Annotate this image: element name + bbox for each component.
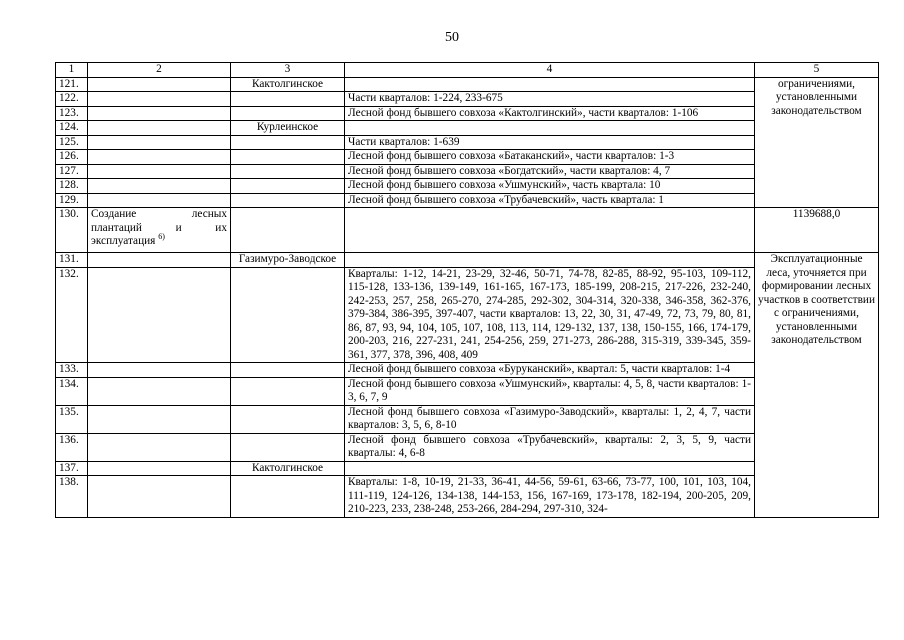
row-number: 128. xyxy=(56,179,88,194)
description-cell: Части кварталов: 1-224, 233-675 xyxy=(345,92,755,107)
description-cell xyxy=(345,461,755,476)
forestry-cell xyxy=(231,363,345,378)
description-cell: Кварталы: 1-12, 14-21, 23-29, 32-46, 50-71, 74-78, 82-85, 88-92, 95-103, 109-112, 115-128, 133-136, 139-149, 161-165, 167-173, 185-199, 208-215, 217-226, 232-240, 242-253, 257, 258, 265-270, 274-285, 292-302, 304-314, 320-338, 346-358, 362-376, 379-384, 386-395, 397-407, части кварталов: 13, 22, 30, 31, 47-49, 72, 73, 79, 80, 81, 86, 87, 93, 94, 104, 105, 107, 108, 113, 114, 129-132, 137, 138, 150-155, 166, 174-179, 200-203, 216, 227-231, 241, 254-256, 259, 271-273, 286-288, 315-319, 339-345, 359-361, 377, 378, 396, 408, 409 xyxy=(345,267,755,363)
forestry-cell: Курлеинское xyxy=(231,121,345,136)
description-cell: Лесной фонд бывшего совхоза «Трубачевский», часть квартала: 1 xyxy=(345,193,755,208)
row-number: 138. xyxy=(56,476,88,518)
activity-cell xyxy=(88,150,231,165)
description-cell: Лесной фонд бывшего совхоза «Ушмунский», часть квартала: 10 xyxy=(345,179,755,194)
activity-cell xyxy=(88,267,231,363)
description-cell: Лесной фонд бывшего совхоза «Богдатский», части кварталов: 4, 7 xyxy=(345,164,755,179)
row-number: 121. xyxy=(56,77,88,92)
forestry-cell xyxy=(231,377,345,405)
activity-cell xyxy=(88,106,231,121)
forestry-cell: Кактолгинское xyxy=(231,461,345,476)
row-number: 132. xyxy=(56,267,88,363)
description-cell: Лесной фонд бывшего совхоза «Ушмунский», кварталы: 4, 5, 8, части кварталов: 1-3, 6, 7, 9 xyxy=(345,377,755,405)
forestry-cell xyxy=(231,150,345,165)
row-number: 137. xyxy=(56,461,88,476)
table-row xyxy=(56,208,879,253)
row-number: 124. xyxy=(56,121,88,136)
page-number: 50 xyxy=(445,30,459,45)
header-col-4: 4 xyxy=(345,63,755,78)
row-number: 125. xyxy=(56,135,88,150)
forestry-cell: Кактолгинское xyxy=(231,77,345,92)
description-cell: Лесной фонд бывшего совхоза «Кактолгинский», части кварталов: 1-106 xyxy=(345,106,755,121)
forestry-cell xyxy=(231,433,345,461)
note-cell: Эксплуатационные леса, уточняется при формировании лесных участков в соответствии с ограничениями, установленными законодательством xyxy=(755,253,879,518)
forestry-cell xyxy=(231,193,345,208)
activity-cell xyxy=(88,433,231,461)
activity-cell xyxy=(88,476,231,518)
activity-cell xyxy=(88,193,231,208)
row-number: 134. xyxy=(56,377,88,405)
activity-cell xyxy=(88,164,231,179)
description-cell xyxy=(345,253,755,268)
description-cell xyxy=(345,77,755,92)
table-row xyxy=(56,77,879,92)
activity-name: Создание лесных плантаций и их эксплуатация xyxy=(91,208,227,247)
description-cell: Части кварталов: 1-639 xyxy=(345,135,755,150)
activity-cell xyxy=(88,92,231,107)
activity-cell xyxy=(88,208,231,253)
table-row xyxy=(56,253,879,268)
description-cell: Лесной фонд бывшего совхоза «Газимуро-Заводский», кварталы: 1, 2, 4, 7, части кварталов: 3, 5, 6, 8-10 xyxy=(345,405,755,433)
note-cell: ограничениями, установленными законодательством xyxy=(755,77,879,208)
row-number: 133. xyxy=(56,363,88,378)
header-col-2: 2 xyxy=(88,63,231,78)
activity-cell xyxy=(88,363,231,378)
forestry-cell xyxy=(231,135,345,150)
header-col-5: 5 xyxy=(755,63,879,78)
forestry-cell xyxy=(231,164,345,179)
description-cell: Лесной фонд бывшего совхоза «Трубачевский», кварталы: 2, 3, 5, 9, части кварталы: 4, 6-8 xyxy=(345,433,755,461)
forestry-cell xyxy=(231,92,345,107)
row-number: 131. xyxy=(56,253,88,268)
activity-cell xyxy=(88,461,231,476)
activity-cell xyxy=(88,121,231,136)
activity-cell xyxy=(88,77,231,92)
forestry-cell: Газимуро-Заводское xyxy=(231,253,345,268)
activity-cell xyxy=(88,135,231,150)
activity-cell xyxy=(88,179,231,194)
table-header-row xyxy=(56,63,879,78)
forestry-cell xyxy=(231,405,345,433)
row-number: 123. xyxy=(56,106,88,121)
row-number: 136. xyxy=(56,433,88,461)
activity-cell xyxy=(88,253,231,268)
forestry-cell xyxy=(231,179,345,194)
forestry-cell xyxy=(231,476,345,518)
row-number: 135. xyxy=(56,405,88,433)
row-number: 127. xyxy=(56,164,88,179)
row-number: 122. xyxy=(56,92,88,107)
description-cell: Лесной фонд бывшего совхоза «Буруканский», квартал: 5, части кварталов: 1-4 xyxy=(345,363,755,378)
row-number: 126. xyxy=(56,150,88,165)
forestry-cell xyxy=(231,267,345,363)
row-number: 130. xyxy=(56,208,88,253)
area-value: 1139688,0 xyxy=(755,208,879,253)
activity-cell xyxy=(88,377,231,405)
header-col-3: 3 xyxy=(231,63,345,78)
description-cell: Кварталы: 1-8, 10-19, 21-33, 36-41, 44-56, 59-61, 63-66, 73-77, 100, 101, 103, 104, 111-119, 124-126, 134-138, 144-153, 156, 167-169, 173-178, 182-194, 200-205, 209, 210-223, 233, 238-248, 253-266, 284-294, 297-310, 324- xyxy=(345,476,755,518)
forestry-cell xyxy=(231,106,345,121)
activity-cell xyxy=(88,405,231,433)
forestry-cell xyxy=(231,208,345,253)
footnote-marker: 6) xyxy=(158,232,165,242)
row-number: 129. xyxy=(56,193,88,208)
header-col-1: 1 xyxy=(56,63,88,78)
description-cell xyxy=(345,208,755,253)
description-cell xyxy=(345,121,755,136)
description-cell: Лесной фонд бывшего совхоза «Батаканский», части кварталов: 1-3 xyxy=(345,150,755,165)
forestry-table xyxy=(55,62,879,518)
